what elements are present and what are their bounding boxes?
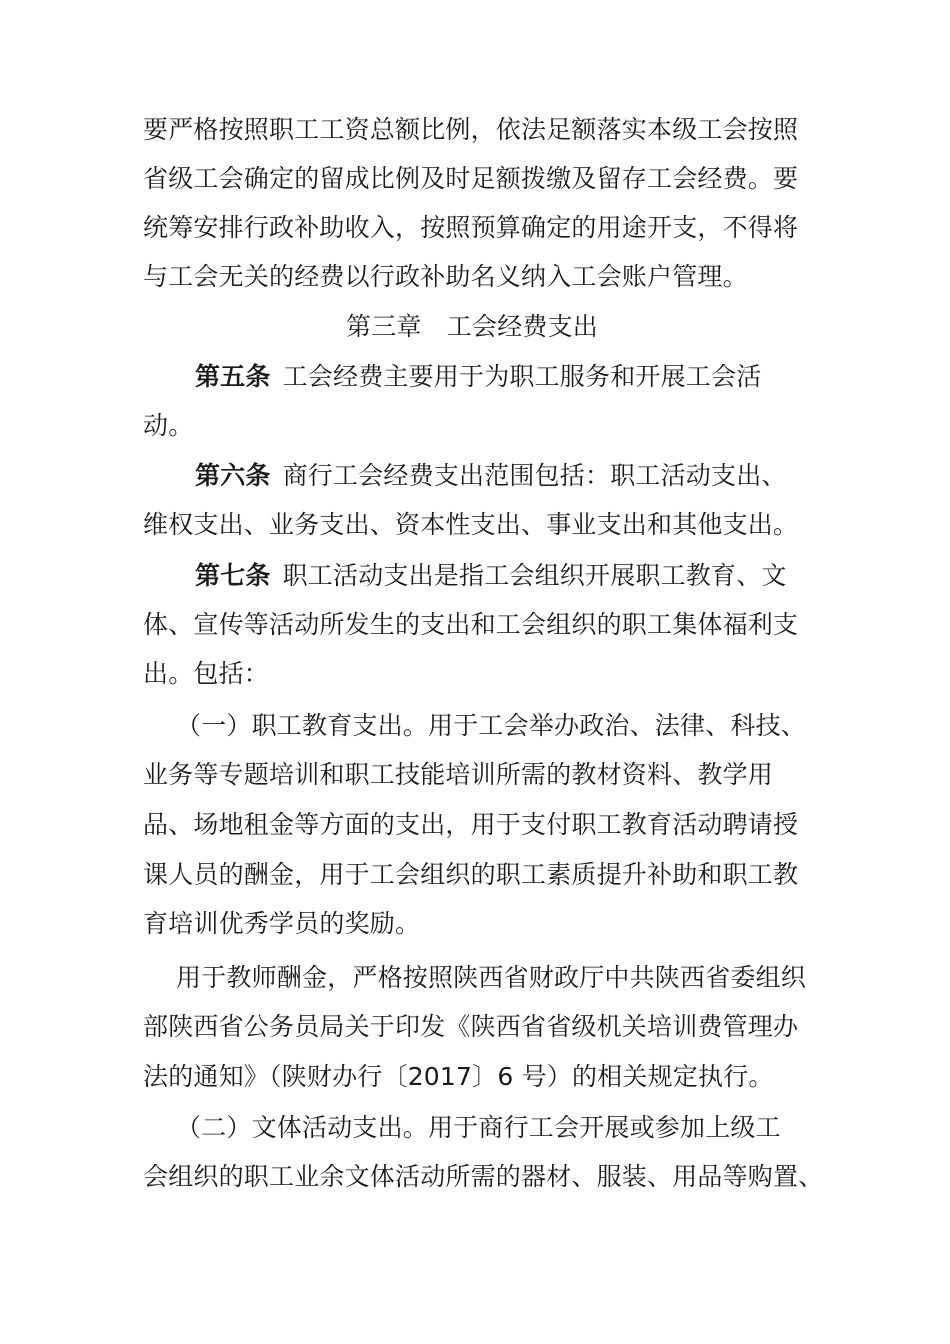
article7-label: 第七条 bbox=[195, 561, 271, 590]
item1-line-1: （一）职工教育支出。用于工会举办政治、法律、科技、 bbox=[176, 711, 807, 740]
teacher-note-line-1: 用于教师酬金，严格按照陕西省财政厅中共陕西省委组织 bbox=[176, 963, 807, 992]
article5-label: 第五条 bbox=[195, 362, 271, 391]
teacher-note-line-3: 法的通知》（陕财办行〔2017〕6 号）的相关规定执行。 bbox=[143, 1062, 774, 1091]
article6-line-2: 维权支出、业务支出、资本性支出、事业支出和其他支出。 bbox=[143, 510, 799, 539]
article6-text-1: 商行工会经费支出范围包括：职工活动支出、 bbox=[282, 461, 787, 490]
chapter-title: 第三章 工会经费支出 bbox=[346, 312, 599, 341]
article7-line-1 bbox=[195, 561, 787, 591]
article6-label: 第六条 bbox=[195, 461, 271, 490]
item1-line-4: 课人员的酬金，用于工会组织的职工素质提升补助和职工教 bbox=[143, 860, 799, 889]
article5-text-1: 工会经费主要用于为职工服务和开展工会活 bbox=[282, 362, 762, 391]
item2-line-2: 会组织的职工业余文体活动所需的器材、服装、用品等购置、 bbox=[143, 1162, 824, 1191]
item1-line-5: 育培训优秀学员的奖励。 bbox=[143, 909, 421, 938]
intro-line-4: 与工会无关的经费以行政补助名义纳入工会账户管理。 bbox=[143, 262, 748, 291]
article5-line-2: 动。 bbox=[143, 411, 194, 440]
article7-text-1: 职工活动支出是指工会组织开展职工教育、文 bbox=[282, 561, 787, 590]
article6-line-1 bbox=[195, 461, 787, 491]
intro-line-2: 省级工会确定的留成比例及时足额拨缴及留存工会经费。要 bbox=[143, 164, 799, 193]
item2-line-1: （二）文体活动支出。用于商行工会开展或参加上级工 bbox=[176, 1113, 781, 1142]
article7-line-2: 体、宣传等活动所发生的支出和工会组织的职工集体福利支 bbox=[143, 610, 799, 639]
article7-line-3: 出。包括： bbox=[143, 659, 270, 688]
intro-line-3: 统筹安排行政补助收入，按照预算确定的用途开支，不得将 bbox=[143, 213, 799, 242]
intro-line-1: 要严格按照职工工资总额比例，依法足额落实本级工会按照 bbox=[143, 115, 799, 144]
teacher-note-line-2: 部陕西省公务员局关于印发《陕西省省级机关培训费管理办 bbox=[143, 1012, 799, 1041]
item1-line-3: 品、场地租金等方面的支出，用于支付职工教育活动聘请授 bbox=[143, 810, 799, 839]
article5-line-1 bbox=[195, 362, 761, 392]
item1-line-2: 业务等专题培训和职工技能培训所需的教材资料、教学用 bbox=[143, 760, 774, 789]
